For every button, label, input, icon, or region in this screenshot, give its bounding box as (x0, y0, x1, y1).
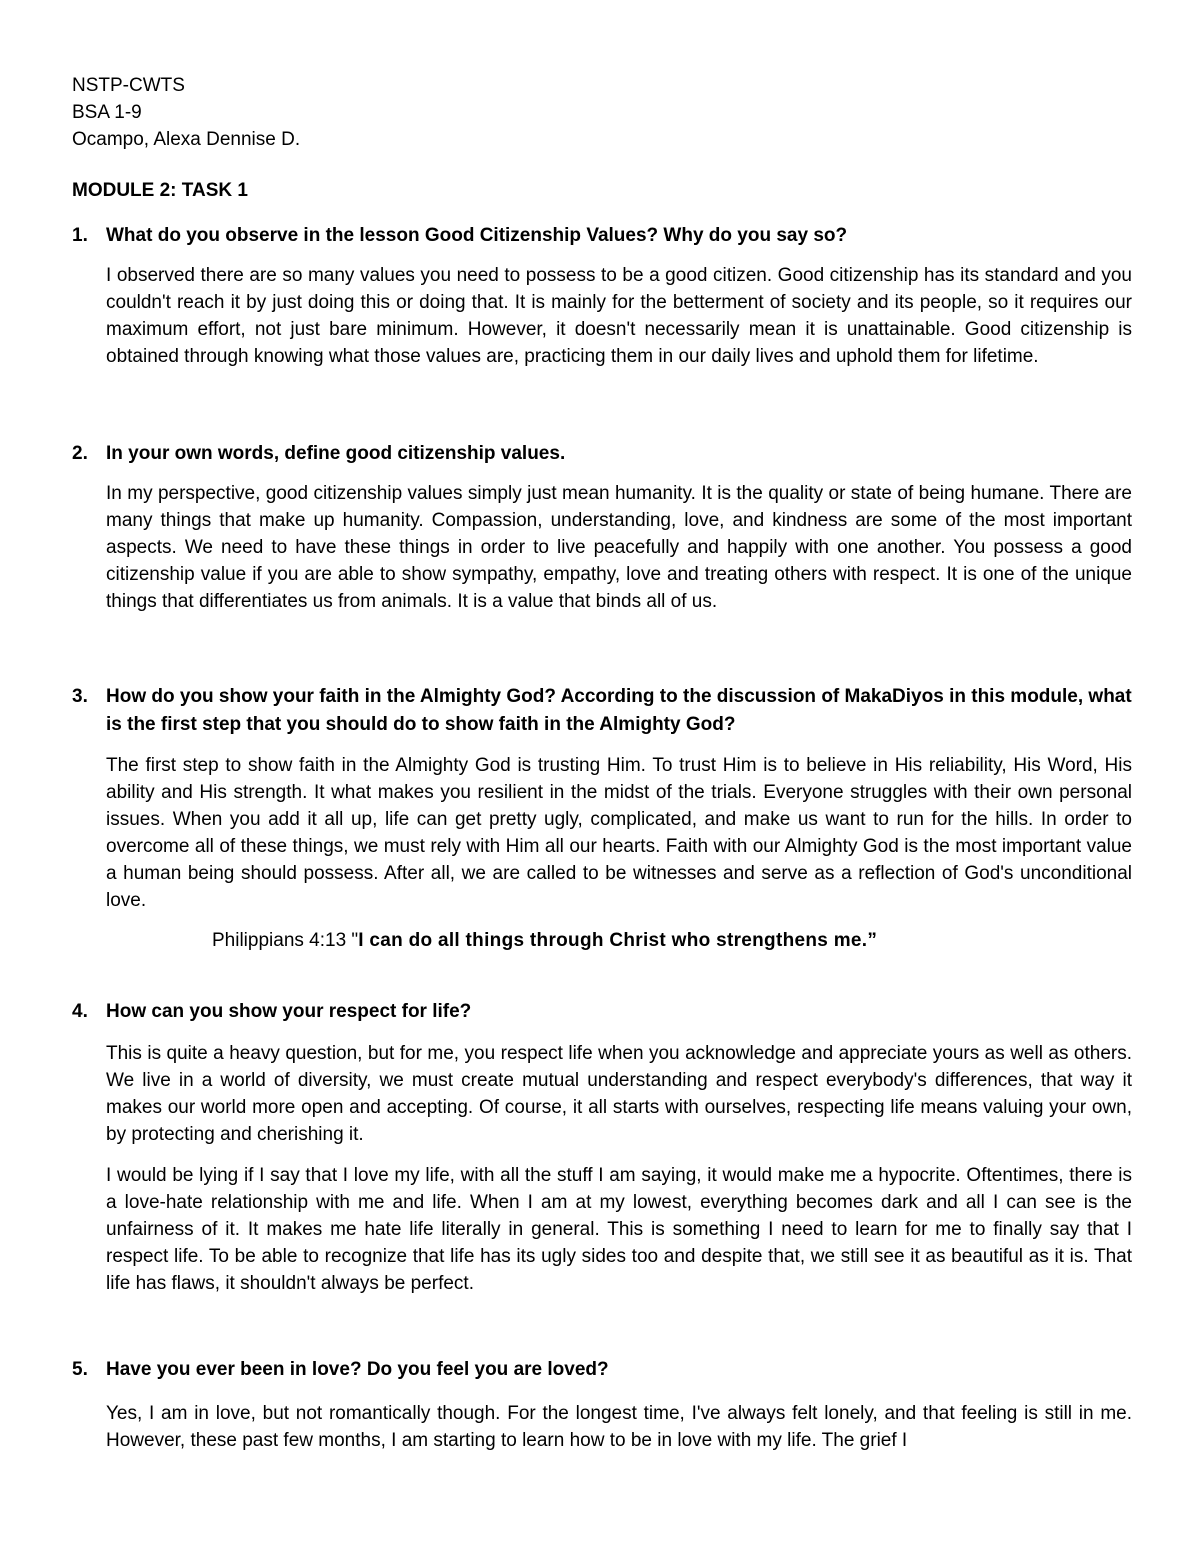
question-number: 1. (72, 225, 88, 246)
question-4 (72, 998, 1146, 1026)
question-text: How do you show your faith in the Almighty God? According to the discussion of MakaDiyos in this module, what is the first step that you should do to show faith in the Almighty God? (106, 686, 1132, 735)
question-1 (72, 222, 1146, 250)
question-number: 4. (72, 1001, 88, 1022)
verse-reference: Philippians 4:13 " (212, 930, 359, 951)
section-code: BSA 1-9 (72, 102, 142, 123)
question-text: Have you ever been in love? Do you feel you are loved? (106, 1359, 609, 1380)
document-header (72, 72, 300, 153)
question-text: How can you show your respect for life? (106, 1001, 472, 1022)
student-name: Ocampo, Alexa Dennise D. (72, 129, 301, 150)
answer-5-paragraph-1: Yes, I am in love, but not romantically though. For the longest time, I've always felt lonely, and that feeling is still in me. However, these past few months, I am starting to learn how to be in love with my life. The grief I (106, 1403, 1132, 1451)
course-code: NSTP-CWTS (72, 75, 185, 96)
question-number: 5. (72, 1359, 88, 1380)
question-number: 3. (72, 686, 88, 707)
question-number: 2. (72, 443, 88, 464)
question-3 (72, 683, 1146, 739)
answer-4-paragraph-2: I would be lying if I say that I love my life, with all the stuff I am saying, it would make me a hypocrite. Oftentimes, there is a love-hate relationship with me and life. When I am at my lowest, everything becomes dark and all I can see is the unfairness of it. It makes me hate life literally in general. This is something I need to learn for me to finally say that I respect life. To be able to recognize that life has its ugly sides too and despite that, we still see it as beautiful as it is. That life has flaws, it shouldn't always be perfect. (106, 1165, 1132, 1294)
bible-verse (212, 930, 877, 952)
question-2 (72, 440, 1146, 468)
question-5 (72, 1356, 1146, 1384)
answer-4-paragraph-1: This is quite a heavy question, but for me, you respect life when you acknowledge and appreciate yours as well as others. We live in a world of diversity, we must create mutual understanding and respect everybody's differences, that way it makes our world more open and accepting. Of course, it all starts with ourselves, respecting life means valuing your own, by protecting and cherishing it. (106, 1043, 1132, 1145)
verse-text: I can do all things through Christ who strengthens me.” (358, 930, 878, 951)
question-text: In your own words, define good citizenship values. (106, 443, 566, 464)
answer-2-paragraph-1: In my perspective, good citizenship values simply just mean humanity. It is the quality or state of being humane. There are many things that make up humanity. Compassion, understanding, love, and kindness are some of the most important aspects. We need to have these things in order to live peacefully and happily with one another. You possess a good citizenship value if you are able to show sympathy, empathy, love and treating others with respect. It is one of the unique things that differentiates us from animals. It is a value that binds all of us. (106, 483, 1132, 612)
answer-3-paragraph-1: The first step to show faith in the Almighty God is trusting Him. To trust Him is to believe in His reliability, His Word, His ability and His strength. It what makes you resilient in the midst of the trials. Everyone struggles with their own personal issues. When you add it all up, life can get pretty ugly, complicated, and make us want to run for the hills. In order to overcome all of these things, we must rely with Him all our hearts. Faith with our Almighty God is the most important value a human being should possess. After all, we are called to be witnesses and serve as a reflection of God's unconditional love. (106, 755, 1132, 911)
module-title: MODULE 2: TASK 1 (72, 180, 248, 201)
question-text: What do you observe in the lesson Good Citizenship Values? Why do you say so? (106, 225, 848, 246)
answer-1-paragraph-1: I observed there are so many values you need to possess to be a good citizen. Good citizenship has its standard and you couldn't reach it by just doing this or doing that. It is mainly for the betterment of society and its people, so it requires our maximum effort, not just bare minimum. However, it doesn't necessarily mean it is unattainable. Good citizenship is obtained through knowing what those values are, practicing them in our daily lives and uphold them for lifetime. (106, 265, 1132, 367)
